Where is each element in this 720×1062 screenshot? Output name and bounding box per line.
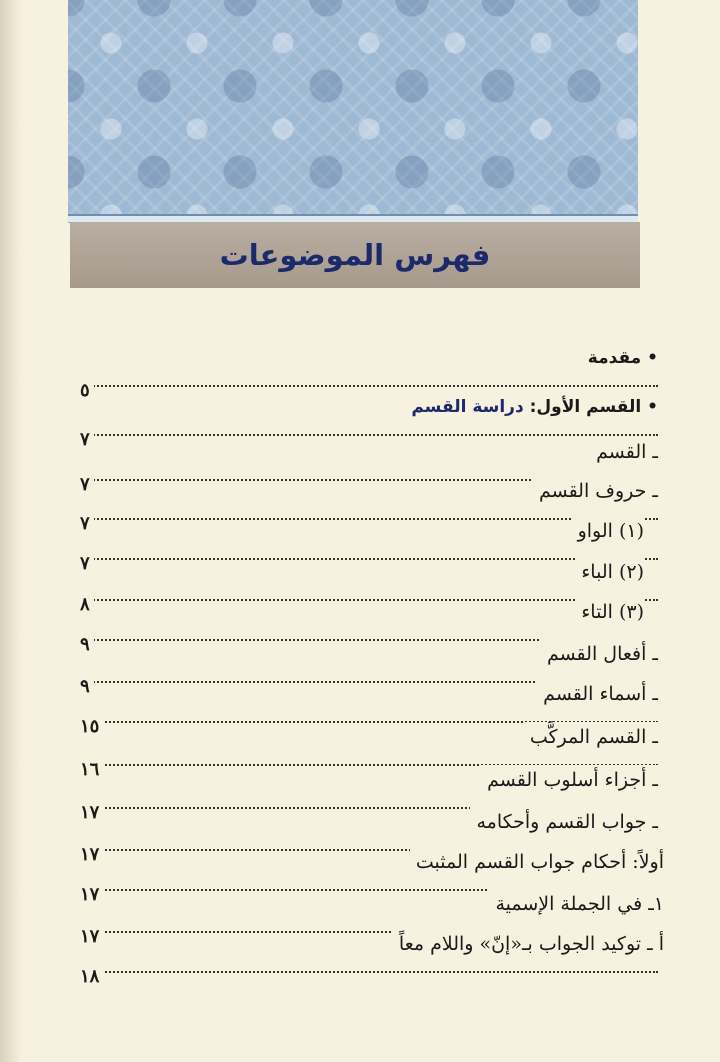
page-title: فهرس الموضوعات <box>219 238 491 272</box>
toc-page-number: ١٧ <box>76 926 103 947</box>
toc-entry[interactable] <box>80 392 658 450</box>
toc-entry-label <box>582 343 658 373</box>
toc-entry-label <box>575 597 644 627</box>
toc-entry-title: ـ أجزاء أسلوب القسم <box>487 769 658 791</box>
toc-entry-label <box>405 392 658 422</box>
dot-leader <box>86 434 658 436</box>
toc-page-number: ٩ <box>76 634 94 655</box>
toc-page-number: ١٦ <box>76 759 103 780</box>
decorative-banner <box>68 0 638 222</box>
toc-entry-subtitle: دراسة القسم <box>411 397 524 417</box>
toc-entry-label <box>575 557 644 587</box>
toc-entry-title: ـ أفعال القسم <box>546 643 658 665</box>
dot-leader <box>86 971 658 973</box>
toc-entry-label <box>541 639 658 669</box>
toc-entry-label <box>524 722 658 752</box>
toc-entry-label <box>572 516 644 546</box>
toc-page-number: ٨ <box>76 594 94 615</box>
toc-entry-title: ـ جواب القسم وأحكامه <box>476 811 658 833</box>
toc-entry-title: ـ أسماء القسم <box>543 683 658 705</box>
toc-entry-title: • القسم الأول: <box>523 397 658 417</box>
toc-entry-title: ـ القسم المركَّب <box>529 726 658 748</box>
toc-entry[interactable] <box>80 929 664 987</box>
toc-page-number: ١٥ <box>76 716 103 737</box>
toc-entry-title: ـ حروف القسم <box>538 480 658 502</box>
toc-page-number: ٧ <box>76 553 94 574</box>
page-edge-shadow <box>0 0 22 1062</box>
toc-page-number: ٧ <box>76 474 94 495</box>
toc-entry[interactable] <box>80 343 658 401</box>
toc-entry-title: • مقدمة <box>587 348 658 368</box>
toc-entry-title: ـ القسم <box>596 441 658 463</box>
toc-page-number: ١٧ <box>76 884 103 905</box>
toc-entry-title: (١) الواو <box>577 520 644 542</box>
toc-page-number: ٧ <box>76 513 94 534</box>
toc-page-number: ١٧ <box>76 844 103 865</box>
toc-page-number: ٩ <box>76 676 94 697</box>
toc-entry-label <box>470 807 658 837</box>
toc-entry-label <box>537 679 658 709</box>
toc-entry-title: أ ـ توكيد الجواب بـ«إنّ» واللام معاً <box>398 933 664 955</box>
toc-entry-label <box>393 929 664 959</box>
toc-entry-label <box>489 889 664 919</box>
title-bar <box>70 222 640 288</box>
toc-page-number: ١٧ <box>76 802 103 823</box>
toc-entry-title: (٣) التاء <box>581 601 644 623</box>
toc-page-number: ٧ <box>76 429 94 450</box>
toc-entry-label <box>590 437 658 467</box>
toc-entry-title: أولاً: أحكام جواب القسم المثبت <box>415 851 664 873</box>
toc-page-number: ٥ <box>76 380 94 401</box>
dot-leader <box>86 385 658 387</box>
toc-entry-label <box>481 765 658 795</box>
toc-page-number: ١٨ <box>76 966 103 987</box>
toc-entry-label <box>533 476 658 506</box>
toc-entry-title: (٢) الباء <box>581 561 644 583</box>
toc-entry-label <box>410 847 664 877</box>
toc-entry-title: ١ـ في الجملة الإسمية <box>495 893 664 915</box>
